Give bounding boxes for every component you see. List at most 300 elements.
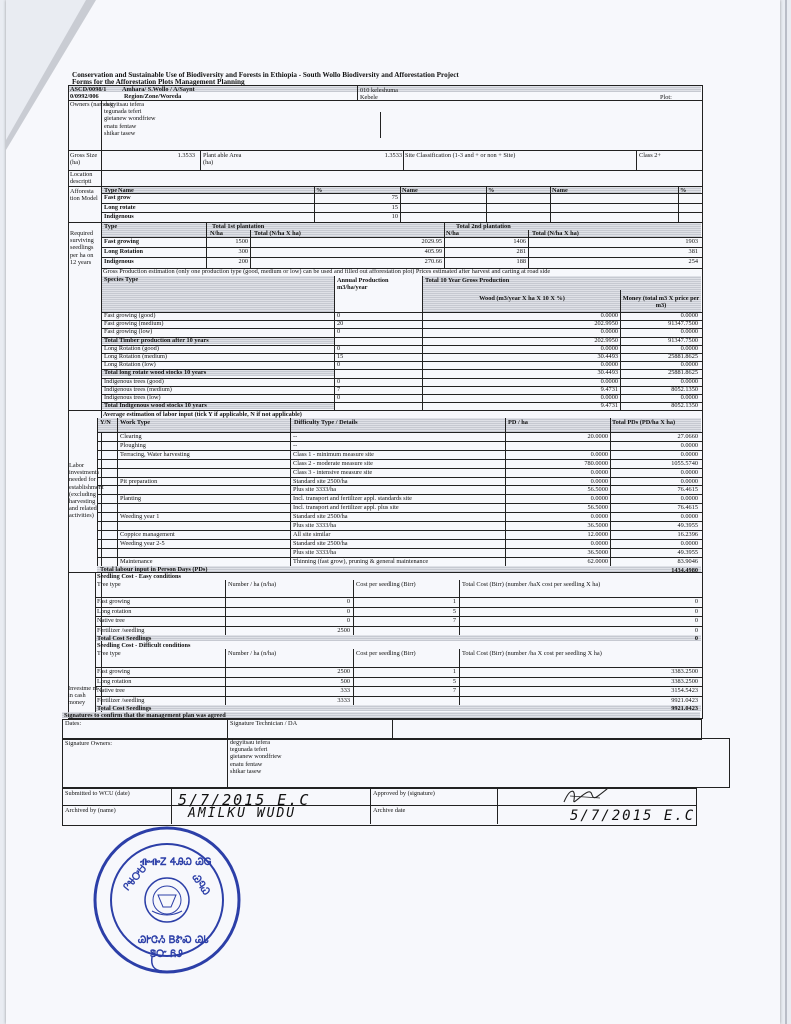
labor-difficulty: Plus site 3333/ha	[293, 548, 337, 556]
easy-number: 0	[346, 607, 350, 615]
difficult-cost: 5	[452, 677, 456, 685]
production-money: 0.0000	[680, 394, 698, 401]
labor-total-value: 1434.4980	[671, 567, 698, 574]
labor-difficulty: Class 1 - minimum measure site	[293, 450, 374, 458]
svg-text:ᏕᏅ ᏲᏭ: ᏕᏅ ᏲᏭ	[150, 949, 183, 960]
labor-label: Labor investments needed for establishment (excluding harvesting and related activities)	[69, 462, 104, 520]
seedling-type: Long Rotation	[104, 248, 144, 255]
seedlings-nha2-header: N/ha	[446, 230, 459, 237]
rule	[96, 686, 702, 687]
archived-name-handwritten: AMILKU WUDU	[188, 806, 297, 821]
seedling-n1: 300	[238, 248, 248, 255]
easy-total: 0	[694, 607, 698, 615]
seedlings-total2-header: Total (N/ha X ha)	[532, 230, 579, 237]
ref-code-b: 0/0992/006	[70, 93, 99, 100]
seedling-n2: 188	[516, 258, 526, 265]
rule	[97, 477, 702, 478]
model-pct: 10	[391, 213, 398, 220]
rule	[497, 788, 498, 824]
difficult-number: 3333	[337, 696, 350, 704]
gross-size-label: Gross Size (ha)	[70, 152, 98, 166]
production-money: 25881.8625	[668, 353, 698, 360]
labor-difficulty: Standard site 2500/ha	[293, 513, 348, 521]
seedling-n1: 1500	[235, 238, 248, 245]
rule	[403, 150, 404, 170]
labor-total-label: Total labour input in Person Days (PDs)	[100, 566, 208, 573]
labor-pd: 0.0000	[590, 539, 608, 547]
difficult-cost-header: Cost per seedling (Birr)	[356, 650, 416, 657]
rule	[96, 616, 702, 617]
svg-text:ᎇᎇᏃ ᏎᎯᏇ ᏊᏀ: ᎇᎇᏃ ᏎᎯᏇ ᏊᏀ	[140, 857, 212, 868]
rule	[97, 432, 702, 433]
owners-signature-label: Signature Owners:	[65, 740, 113, 747]
site-class-value: Class 2+	[639, 152, 661, 159]
rule	[69, 100, 702, 101]
rule	[444, 223, 445, 268]
rule	[102, 212, 702, 213]
seedling-t2: 381	[688, 248, 698, 255]
easy-total-value: 0	[694, 635, 698, 642]
seedling-t1: 270.66	[424, 258, 442, 265]
seedlings-header-band	[102, 223, 701, 237]
rule	[95, 572, 96, 712]
production-money: 0.0000	[680, 361, 698, 369]
labor-total: 0.0000	[680, 450, 698, 458]
production-wood: 0.0000	[600, 312, 618, 319]
seedlings-type-header: Type	[104, 223, 118, 230]
labor-total: 0.0000	[680, 477, 698, 485]
rule	[102, 203, 702, 204]
production-wood: 9.4731	[600, 385, 618, 393]
production-name: Indigenous trees (medium)	[104, 385, 172, 393]
labor-total: 0.0000	[680, 468, 698, 476]
owner-name: gietanew wondfriew	[104, 115, 156, 123]
rule	[459, 649, 460, 705]
model-type-header: Type	[104, 187, 118, 194]
archive-date-handwritten: 5/7/2015 E.C	[570, 808, 696, 824]
approval-signature-scribble	[560, 784, 610, 808]
difficult-tree: Fast growing	[97, 668, 131, 675]
rule	[96, 667, 702, 668]
rule	[97, 459, 702, 460]
signature-owner-name: enatu fentaw	[230, 760, 263, 768]
rule	[97, 512, 702, 513]
labor-difficulty: Plus site 3333/ha	[293, 486, 337, 494]
labor-difficulty: --	[293, 433, 298, 440]
production-name: Fast growing (medium)	[104, 320, 164, 328]
labor-difficulty: Standard site 2500/ha	[293, 539, 348, 547]
plot-label: Plot:	[660, 94, 672, 101]
easy-number: 0	[346, 617, 350, 624]
difficult-number-header: Number / ha (n/ha)	[228, 650, 277, 657]
seedling-t2: 1903	[685, 238, 698, 245]
model-type: Fast grow	[104, 194, 131, 201]
model-name-header: Name	[118, 187, 134, 194]
production-money: 0.0000	[680, 344, 698, 352]
model-type: Indigenous	[104, 213, 134, 220]
easy-cost-header: Cost per seedling (Birr)	[356, 581, 416, 588]
labor-difficulty: --	[293, 441, 298, 449]
official-stamp	[92, 825, 242, 975]
region-value: Amhara/ S.Wollo / A/Saynt	[122, 86, 195, 93]
labor-work: Weeding year 2-5	[120, 539, 165, 547]
labor-pd: 12.0000	[587, 530, 608, 538]
labor-total: 49.3955	[677, 548, 698, 556]
rule	[225, 649, 226, 705]
svg-text:ᎵᏠᎤᏌ: ᎵᏠᎤᏌ	[121, 863, 150, 893]
production-annual: 0	[337, 394, 341, 401]
svg-text:ᏊᏄᏇ: ᏊᏄᏇ	[189, 872, 212, 898]
difficult-total: 3154.5423	[671, 687, 698, 694]
investment-label: Investme nt in cash money	[68, 685, 98, 707]
signature-owner-name: degyitsau tefera	[230, 739, 271, 746]
submitted-label: Submitted to WCU (date)	[65, 790, 130, 797]
rule	[97, 521, 702, 522]
approved-label: Approved by (signature)	[373, 790, 435, 797]
rule	[550, 186, 551, 222]
model-pct: 15	[391, 203, 398, 211]
production-wood: 0.0000	[600, 328, 618, 336]
seedling-n2: 281	[516, 248, 526, 255]
labor-difficulty: Class 2 - moderate measure site	[293, 459, 373, 467]
labor-difficulty: Incl. transport and fertilizer appl. plus site	[293, 504, 399, 512]
rule	[334, 276, 335, 410]
easy-total-header: Total Cost (Birr) (number /haX cost per seedling X ha)	[462, 581, 601, 588]
rule	[97, 548, 702, 549]
labor-difficulty: All site similar	[293, 530, 331, 538]
production-wood: 0.0000	[600, 361, 618, 369]
rule	[97, 530, 702, 531]
owner-name: enatu fentaw	[104, 122, 137, 130]
labor-work: Pit preparation	[120, 477, 158, 485]
labor-difficulty: Class 3 - intensive measure site	[293, 468, 373, 476]
labor-work: Clearing	[120, 433, 142, 440]
production-wood: 202.9950	[594, 320, 618, 328]
labor-pd-header: PD / ha	[508, 419, 528, 426]
production-name: Fast growing (good)	[104, 312, 156, 319]
scan-edge	[785, 0, 787, 1024]
production-money: 91347.7500	[668, 336, 698, 344]
labor-pd: 36.5000	[587, 522, 608, 529]
owner-name: shikar tasew	[104, 129, 136, 137]
labor-pd: 56.5000	[587, 504, 608, 512]
labor-pd: 56.5000	[587, 486, 608, 494]
model-name3-header: Name	[552, 187, 568, 194]
difficult-number: 333	[340, 687, 350, 694]
production-ten-year-header: Total 10 Year Gross Production	[425, 277, 510, 284]
labor-work: Ploughing	[120, 441, 146, 449]
labor-total: 0.0000	[680, 441, 698, 449]
seedling-t1: 2029.95	[421, 238, 442, 245]
rule	[459, 580, 460, 635]
easy-tree-header: Tree type	[97, 581, 121, 588]
easy-number: 0	[346, 598, 350, 605]
production-money: 8052.1350	[671, 385, 698, 393]
production-money: 0.0000	[680, 328, 698, 336]
rule	[200, 150, 201, 170]
rule	[227, 719, 228, 739]
production-annual-header: Annual Production m3/ha/year	[337, 277, 389, 291]
rule	[392, 719, 393, 739]
difficult-total-band	[96, 705, 701, 711]
rule	[636, 150, 637, 170]
seedling-t2: 254	[688, 258, 698, 265]
form-title: Forms for the Afforestation Plots Management Planning	[72, 78, 245, 86]
owners-label: Owners (names/c	[70, 101, 114, 108]
labor-work: Coppice management	[120, 530, 175, 538]
archive-date-label: Archive date	[373, 807, 406, 814]
rule	[250, 230, 251, 268]
production-title: Gross Production estimation (only one production type (good, medium or low) can be used and filled out afforestation plot) Prices estimated after harvest and carting at road side	[103, 268, 551, 275]
dates-label: Dates:	[65, 720, 82, 727]
labor-total: 16.2396	[677, 530, 698, 538]
easy-cost: 5	[452, 607, 456, 615]
seedlings-y1-header: Total 1st plantation	[212, 223, 265, 230]
signature-owner-name: shikar tasew	[230, 767, 262, 775]
labor-pd: 20.0000	[587, 433, 608, 440]
production-wood: 0.0000	[600, 394, 618, 401]
labor-pd: 36.5000	[587, 548, 608, 556]
labor-title: Average estimation of labor input (tick Y if applicable, N if not applicable)	[103, 411, 302, 418]
easy-tree: Fertilizer /seedling	[97, 626, 145, 634]
rule	[486, 186, 487, 222]
difficult-cost: 1	[452, 668, 456, 675]
owner-name: degyitsau tefera	[104, 101, 145, 108]
difficult-total-label: Total Cost Seedlings	[97, 705, 152, 712]
difficult-cost: 7	[452, 687, 456, 694]
labor-work-header: Work Type	[120, 419, 151, 426]
rule	[69, 170, 702, 171]
rule	[620, 290, 621, 410]
easy-tree: Long rotation	[97, 607, 132, 615]
production-annual: 7	[337, 385, 341, 393]
rule	[370, 788, 371, 824]
production-name: Indigenous trees (low)	[104, 394, 161, 401]
rule	[314, 186, 315, 222]
labor-pd: 780.0000	[584, 459, 608, 467]
rule	[97, 441, 702, 442]
signature-confirm: Signatures to confirm that the management plan was agreed	[64, 712, 226, 719]
plantable-label: Plant able Area (ha)	[203, 152, 242, 166]
rule	[96, 597, 702, 598]
production-name: Total long rotate wood stocks 10 years	[104, 369, 207, 377]
easy-total: 0	[694, 598, 698, 605]
model-pct: 75	[391, 194, 398, 201]
easy-tree: Native tree	[97, 617, 125, 624]
labor-total: 76.4615	[677, 504, 698, 512]
production-wood: 202.9950	[594, 336, 618, 344]
labor-yn-header: Y/N	[100, 419, 111, 426]
production-species-header: Species Type	[104, 276, 139, 283]
easy-total: 0	[694, 617, 698, 624]
labor-work: Planting	[120, 495, 141, 503]
seedlings-nha1-header: N/ha	[210, 230, 223, 237]
easy-number-header: Number / ha (n/ha)	[228, 581, 277, 588]
production-name: Long Rotation (good)	[104, 344, 159, 352]
plantable-value: 1.3533	[384, 152, 402, 159]
owner-name: tegunada teferi	[104, 108, 142, 116]
difficult-tree: Native tree	[97, 687, 125, 694]
location-label: Location descripti	[70, 171, 93, 185]
production-annual: 0	[337, 361, 341, 369]
signature-owner-name: tegunada teferi	[230, 746, 268, 754]
easy-number: 2500	[337, 626, 350, 634]
seedling-n2: 1406	[513, 238, 526, 245]
easy-tree: Fast growing	[97, 598, 131, 605]
difficult-total: 9921.0423	[671, 696, 698, 704]
rule	[206, 223, 207, 268]
mark	[380, 112, 381, 138]
difficult-total: 3383.2500	[671, 677, 698, 685]
dates-row	[62, 719, 702, 740]
difficult-total-header: Total Cost (Birr) (number /ha X cost per seedling X ha)	[462, 650, 602, 657]
svg-text:ᏊᎨᏣᏱ ᏴᏑᏍ ᏊᏓ: ᏊᎨᏣᏱ ᏴᏑᏍ ᏊᏓ	[138, 935, 209, 946]
easy-cost: 7	[452, 617, 456, 624]
labor-total: 0.0000	[680, 495, 698, 503]
seedlings-label: Required surviving seedlings per ha on 12 years	[70, 230, 94, 266]
labor-pd: 0.0000	[590, 468, 608, 476]
model-pct3-header: %	[680, 187, 687, 194]
difficult-total-value: 9921.0423	[671, 705, 698, 712]
signature-owner-name: gietanew wondfriew	[230, 753, 282, 761]
easy-title: Seedling Cost - Easy conditions	[97, 573, 181, 580]
difficult-number: 2500	[337, 668, 350, 675]
labor-pd: 62.0000	[587, 557, 608, 565]
production-name: Long Rotation (medium)	[104, 353, 167, 360]
rule	[225, 580, 226, 635]
seedling-t1: 405.99	[424, 248, 442, 255]
region-label: Region/Zone/Woreda	[124, 93, 182, 100]
difficult-tree: Long rotation	[97, 677, 132, 685]
labor-total-header: Total PDs (PD/ha X ha)	[612, 419, 676, 426]
production-money: 91347.7500	[668, 320, 698, 328]
labor-work: Weeding year 1	[120, 513, 160, 521]
production-money: 0.0000	[680, 377, 698, 385]
gross-size-value: 1.3533	[177, 152, 195, 159]
labor-difficulty: Standard site 2500/ha	[293, 477, 348, 485]
labor-total: 1055.5740	[671, 459, 698, 467]
production-annual: 0	[337, 377, 341, 385]
rule	[96, 626, 702, 627]
seedling-type: Fast growing	[104, 238, 140, 245]
production-wood: 30.4493	[597, 369, 618, 377]
rule	[227, 738, 228, 787]
labor-difficulty: Incl. transport and fertilizer appl. standards site	[293, 495, 412, 503]
rule	[171, 788, 172, 824]
seedling-type: Indigenous	[104, 258, 134, 265]
rule	[400, 186, 401, 222]
owners-signature-list	[230, 739, 282, 775]
production-annual: 15	[337, 353, 344, 360]
seedlings-y2-header: Total 2nd plantation	[456, 223, 511, 230]
production-annual: 0	[337, 312, 341, 319]
production-name: Total Indigenous wood stocks 10 years	[104, 402, 207, 410]
production-annual: 0	[337, 344, 341, 352]
labor-difficulty: Thinning (fast grow), pruning & general maintenance	[293, 557, 429, 565]
production-money-header: Money (total m3 X price per m3)	[622, 295, 700, 309]
production-money: 0.0000	[680, 312, 698, 319]
difficult-title: Seedling Cost - Difficult conditions	[97, 642, 191, 649]
ref-code-a: ASCD/0098/1	[70, 86, 107, 93]
production-name: Indigenous trees (good)	[104, 377, 164, 385]
rule	[97, 468, 702, 469]
project-title: Conservation and Sustainable Use of Biodiversity and Forests in Ethiopia - South Wollo Biodiversity and Afforestation Project	[72, 71, 459, 79]
owners-list	[104, 101, 156, 137]
labor-diff-header: Difficulty Type / Details	[294, 419, 358, 426]
model-pct-header: %	[316, 187, 323, 194]
labor-total: 0.0000	[680, 539, 698, 547]
rule	[97, 503, 702, 504]
labor-pd: 0.0000	[590, 495, 608, 503]
easy-cost: 1	[452, 598, 456, 605]
technician-label: Signature Technician / DA	[230, 720, 298, 727]
production-name: Total Timber production after 10 years	[104, 336, 209, 344]
labor-total: 49.3955	[677, 522, 698, 529]
archived-label: Archived by (name)	[65, 807, 116, 814]
difficult-tree-header: Tree type	[97, 650, 121, 657]
rule	[97, 485, 702, 486]
easy-total-label: Total Cost Seedlings	[97, 635, 152, 642]
production-annual: 20	[337, 320, 344, 328]
labor-difficulty: Plus site 3333/ha	[293, 522, 337, 529]
labor-pd: 0.0000	[590, 477, 608, 485]
production-name: Fast growing (low)	[104, 328, 153, 336]
easy-total-band	[96, 635, 701, 641]
production-annual: 0	[337, 328, 341, 336]
model-pct2-header: %	[488, 187, 495, 194]
seedling-n1: 200	[238, 258, 248, 265]
model-type: Long rotate	[104, 203, 136, 211]
easy-total: 0	[694, 626, 698, 634]
rule	[357, 86, 358, 100]
production-money: 8052.1350	[671, 402, 698, 410]
production-wood: 30.4493	[597, 353, 618, 360]
production-wood-header: Wood (m3/year X ha X 10 X %)	[479, 295, 565, 302]
rule	[678, 186, 679, 222]
rule	[97, 539, 702, 540]
owners-signature-row	[62, 738, 730, 788]
difficult-total: 3383.2500	[671, 668, 698, 675]
rule	[102, 193, 702, 194]
labor-work: Maintenance	[120, 557, 153, 565]
production-wood: 0.0000	[600, 377, 618, 385]
labor-work: Terracing, Water harvesting	[120, 450, 190, 458]
difficult-tree: Fertilizer /seedling	[97, 696, 145, 704]
rule	[353, 580, 354, 635]
rule	[69, 150, 702, 151]
site-class-label: Site Classification (1-3 and + or non + Site)	[405, 152, 516, 159]
labor-total: 27.0660	[677, 433, 698, 440]
production-wood: 9.4731	[600, 402, 618, 410]
submitted-date-handwritten: 5/7/2015 E.C	[178, 791, 311, 809]
model-label: Afforesta tion Model	[70, 188, 98, 202]
labor-total: 76.4615	[677, 486, 698, 494]
seedlings-total1-header: Total (N/ha X ha)	[254, 230, 301, 237]
rule	[96, 607, 702, 608]
kebele-label: Kebele	[360, 94, 378, 101]
rule	[528, 230, 529, 268]
labor-pd: 0.0000	[590, 450, 608, 458]
production-money: 25881.8625	[668, 369, 698, 377]
production-name: Long Rotation (low)	[104, 361, 156, 369]
production-wood: 0.0000	[600, 344, 618, 352]
model-name2-header: Name	[402, 187, 418, 194]
difficult-number: 500	[340, 677, 350, 685]
kebele-value: 010 keleshuma	[360, 87, 398, 94]
rule	[96, 677, 702, 678]
labor-total: 0.0000	[680, 513, 698, 521]
labor-pd: 0.0000	[590, 513, 608, 521]
